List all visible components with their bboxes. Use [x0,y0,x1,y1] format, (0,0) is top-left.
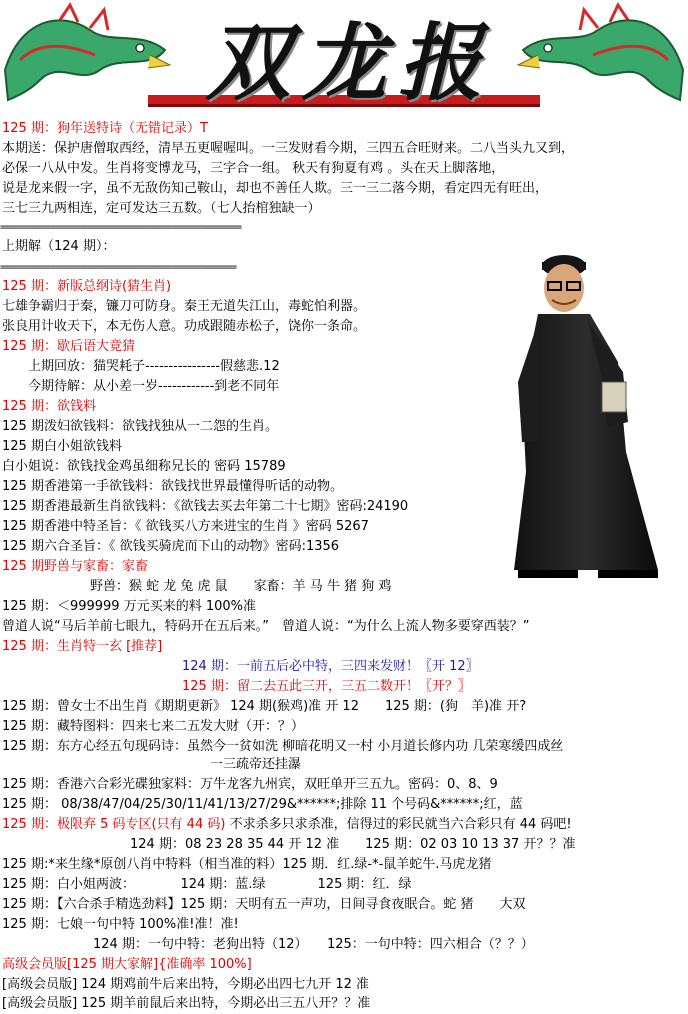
section1-line: 本期送：保护唐僧取西经，清早五更喔喔叫。一三发财看今期，三四五合旺财来。二八当头九又到， [2,141,575,156]
section6-line: 一三疏帝还挂瀑 [2,757,302,772]
section2-heading: 125 期：新版总纲诗(猜生肖) [2,279,172,294]
section7-heading-rest: 不求杀多只求杀准，信得过的彩民就当六合彩只有 44 码吧! [225,817,572,832]
section5-line: 曾道人说“马后羊前七眼九，特码开在五后来。” 曾道人说：“为什么上流人物多要穿西装？” [2,619,530,634]
section7-line: 125 期：【六合杀手精选劲料】125 期：天明有五一声功，日间寻食夜眠合。蛇 猪 大双 [2,897,526,912]
section8-heading: 高级会员版[125 期大家解]{准确率 100%] [2,957,252,972]
section4-line: 白小姐说：欲钱找金鸡虽细称兄长的 密码 15789 [2,459,286,474]
left-dragon-icon [5,5,170,100]
section7-line: 125 期：白小姐两波： 124 期：蓝.绿 125 期：红．绿 [2,877,412,892]
section4-line: 125 期香港第一手欲钱料：欲钱找世界最懂得听话的动物。 [2,479,343,494]
section7-heading: 125 期：极限弃 5 码专区(只有 44 码) [2,817,226,832]
section6-blue-line: 124 期：一前五后必中特，三四来发财！〖开 12〗 [182,659,479,674]
section6-line: 125 期：香港六合彩光碟独家料：万牛龙客九州宾，双旺单开三五九。密码：0、8、9 [2,777,498,792]
section8-line: [高级会员版] 125 期羊前鼠后来出特，今期必出三五八开？？准 [2,996,371,1011]
section3-line: 上期回放：猫哭耗子----------------假慈悲.12 [28,359,280,374]
section6-heading: 125 期：生肖特一玄 [推荐] [2,639,163,654]
section4-line: 125 期白小姐欲钱料 [2,439,122,454]
section7-line: 124 期：一句中特：老狗出特（12） 125：一句中特：四六相合（？？） [2,937,534,952]
section2-line: 张良用计收天下，本无伤人意。功成跟随赤松子，饶你一条命。 [2,319,367,334]
section6-line: 125 期：东方心经五句现码诗：虽然今一贫如洗 柳暗花明又一村 小月道长修内功 几荣寒缓四成丝 [2,739,564,754]
section6-line: 125 期：曾女士不出生肖《期期更新》 124 期(猴鸡)准 开 12 125 期：(狗 羊)准 开? [2,699,527,714]
section3-line: 今期待解：从小差一岁------------到老不同年 [28,379,280,394]
section7-line: 124 期：08 23 28 35 44 开 12 准 125 期：02 03 10 13 37 开？？准 [130,837,576,852]
section3-heading: 125 期：歇后语大竟猜 [2,339,135,354]
divider: ================================================ [0,222,241,233]
section1-line: 必保一八从中发。生肖将变博龙马，三字合一组。 秋天有狗夏有鸡 。头在天上脚落地， [2,161,505,176]
divider: =============================================== [0,262,236,273]
right-dragon-icon [518,5,683,100]
section1-line: 三七三九两相连，定可发达三五数。（七人抬棺独缺一） [2,201,321,216]
section4-heading: 125 期：欲钱料 [2,399,96,414]
section6-line: 125 期： 08/38/47/04/25/30/11/41/13/27/29&******;排除 11 个号码&******;红，蓝 [2,797,523,812]
section6-line: 125 期：藏特图料：四来七来二五发大财（开：？） [2,719,304,734]
man-in-robe-icon [508,252,684,582]
section6-red-line: 125 期：留二去五此三开，三五二数开！〖开？〗 [182,679,471,694]
section7-heading-row [2,816,572,834]
section4-line: 125 期香港最新生肖欲钱料：《欲钱去买去年第二十七期》密码:24190 [2,499,409,514]
section1-line: 说是龙来假一字，虽不无敌伤知己鞍山，却也不善任人欺。三一三二落今期，看定四无有旺出， [2,181,549,196]
masthead [0,0,688,118]
section7-line: 125 期：七娘一句中特 100%准!准！准! [2,917,239,932]
section4-line: 125 期六合圣旨：《 欲钱买骑虎而下山的动物》密码:1356 [2,539,340,554]
section5-line: 野兽：猴 蛇 龙 兔 虎 鼠 家畜：羊 马 牛 猪 狗 鸡 [90,579,392,594]
section4-line: 125 期泼妇欲钱料：欲钱找独从一二怨的生肖。 [2,419,278,434]
section5-heading: 125 期野兽与家畜：家畜 [2,559,148,574]
section5-line: 125 期：＜999999 万元买来的料 100%准 [2,599,257,614]
section1-heading: 125 期：狗年送特诗（无错记录）T [2,121,208,136]
section2-line: 七雄争霸归于秦，镰刀可防身。秦王无道失江山，毒蛇怕利器。 [2,299,367,314]
section7-line: 125 期:*来生缘*原创八肖中特料（相当准的料）125 期．红.绿-*-鼠羊蛇牛.马虎龙猪 [2,857,492,872]
section8-line: [高级会员版] 124 期鸡前牛后来出特，今期必出四七九开 12 准 [2,977,370,992]
prev-label: 上期解（124 期）： [2,239,116,254]
masthead-title: 双龙报 [205,13,494,112]
section4-line: 125 期香港中特圣旨：《 欲钱买八方来进宝的生肖 》密码 5267 [2,519,369,534]
portrait-figure [508,252,684,582]
